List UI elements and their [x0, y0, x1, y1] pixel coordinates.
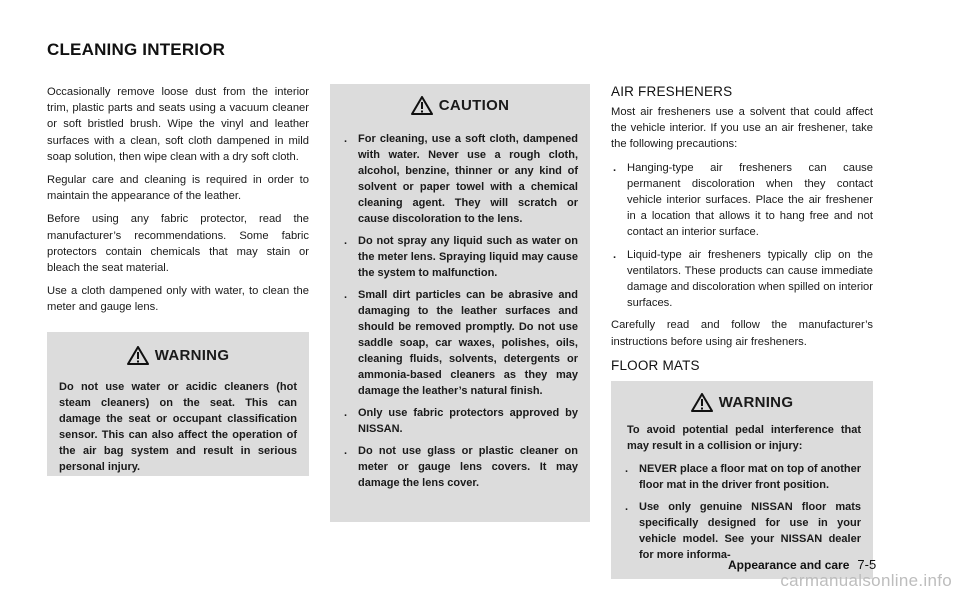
list-item: . Hanging-type air fresheners can cause permanent discoloration when they contact vehicle interior surfaces. Place the air freshener in a location that allows it to hang free and not contact an interior surface. [613, 161, 873, 239]
footer-section: Appearance and care [728, 558, 850, 572]
page-footer [728, 557, 876, 572]
page-number: 7-5 [857, 557, 877, 572]
list-item: . Do not use glass or plastic cleaner on meter or gauge lens covers. It may damage the lens cover. [344, 445, 578, 489]
paragraph: Most air fresheners use a solvent that could affect the vehicle interior. If you use an air freshener, take the following precautions: [611, 106, 873, 151]
warning-label: WARNING [718, 393, 794, 411]
warning-header [623, 393, 861, 412]
caution-header [342, 96, 578, 115]
paragraph: Carefully read and follow the manufacturer’s instructions before using air fresheners. [611, 319, 873, 348]
list-item: . Use only genuine NISSAN floor mats specifically designed for use in your vehicle model. See your NISSAN dealer for more informa- [625, 500, 861, 561]
watermark: carmanualsonline.info [780, 571, 952, 590]
air-freshener-list [611, 160, 873, 312]
list-item: . For cleaning, use a soft cloth, dampened with water. Never use a rough cloth, alcohol, benzine, thinner or any kind of solvent or paper towel with a chemical cleaning agent. They will scratch or cause discoloration to the lens. [344, 133, 578, 225]
warning-triangle-icon [691, 393, 713, 412]
warning-intro: To avoid potential pedal interference that may result in a collision or injury: [627, 423, 861, 452]
floor-mats-warning-box [611, 381, 873, 579]
list-item: . Do not spray any liquid such as water on the meter lens. Spraying liquid may cause the system to malfunction. [344, 235, 578, 279]
list-item: . Only use fabric protectors approved by NISSAN. [344, 407, 578, 435]
warning-triangle-icon [127, 346, 149, 365]
caution-label: CAUTION [438, 97, 510, 114]
column-3 [611, 84, 873, 579]
caution-box [330, 84, 590, 522]
column-2 [330, 84, 590, 522]
list-item: . NEVER place a floor mat on top of another floor mat in the driver front position. [625, 462, 861, 491]
warning-header [59, 346, 297, 365]
paragraph: Use a cloth dampened only with water, to clean the meter and gauge lens. [47, 285, 309, 314]
page-title: CLEANING INTERIOR [47, 40, 226, 59]
section-title-floor-mats: FLOOR MATS [611, 357, 700, 373]
floor-mats-warning-list [623, 461, 861, 563]
list-item: . Liquid-type air fresheners typically clip on the ventilators. These products can cause immediate damage and discoloration when spilled on interior surfaces. [613, 248, 873, 310]
paragraph: Occasionally remove loose dust from the interior trim, plastic parts and seats using a vacuum cleaner or soft bristled brush. Wipe the vinyl and leather surfaces with a clean, soft cloth dampened in mild soap solution, then wipe clean with a dry soft cloth. [47, 86, 309, 163]
warning-box [47, 332, 309, 476]
paragraph: Regular care and cleaning is required in order to maintain the appearance of the leather. [47, 174, 309, 203]
list-item: . Small dirt particles can be abrasive and damaging to the leather surfaces and should be removed promptly. Do not use saddle soap, car waxes, polishes, oils, cleaning fluids, solvents, detergents or ammonia-based cleaners as they may damage the leather’s natural finish. [344, 289, 578, 397]
warning-label: WARNING [154, 346, 230, 364]
caution-list [342, 131, 578, 491]
paragraph: Before using any fabric protector, read the manufacturer’s recommendations. Some fabric protectors contain chemicals that may stain or bleach the seat material. [47, 213, 309, 275]
warning-triangle-icon [411, 96, 433, 115]
section-title-air-fresheners: AIR FRESHENERS [611, 84, 733, 99]
column-1 [47, 84, 309, 476]
warning-text: Do not use water or acidic cleaners (hot steam cleaners) on the seat. This can damage the seat or occupant classification sensor. This can also affect the operation of the air bag system and result in serious personal injury. [59, 380, 297, 473]
